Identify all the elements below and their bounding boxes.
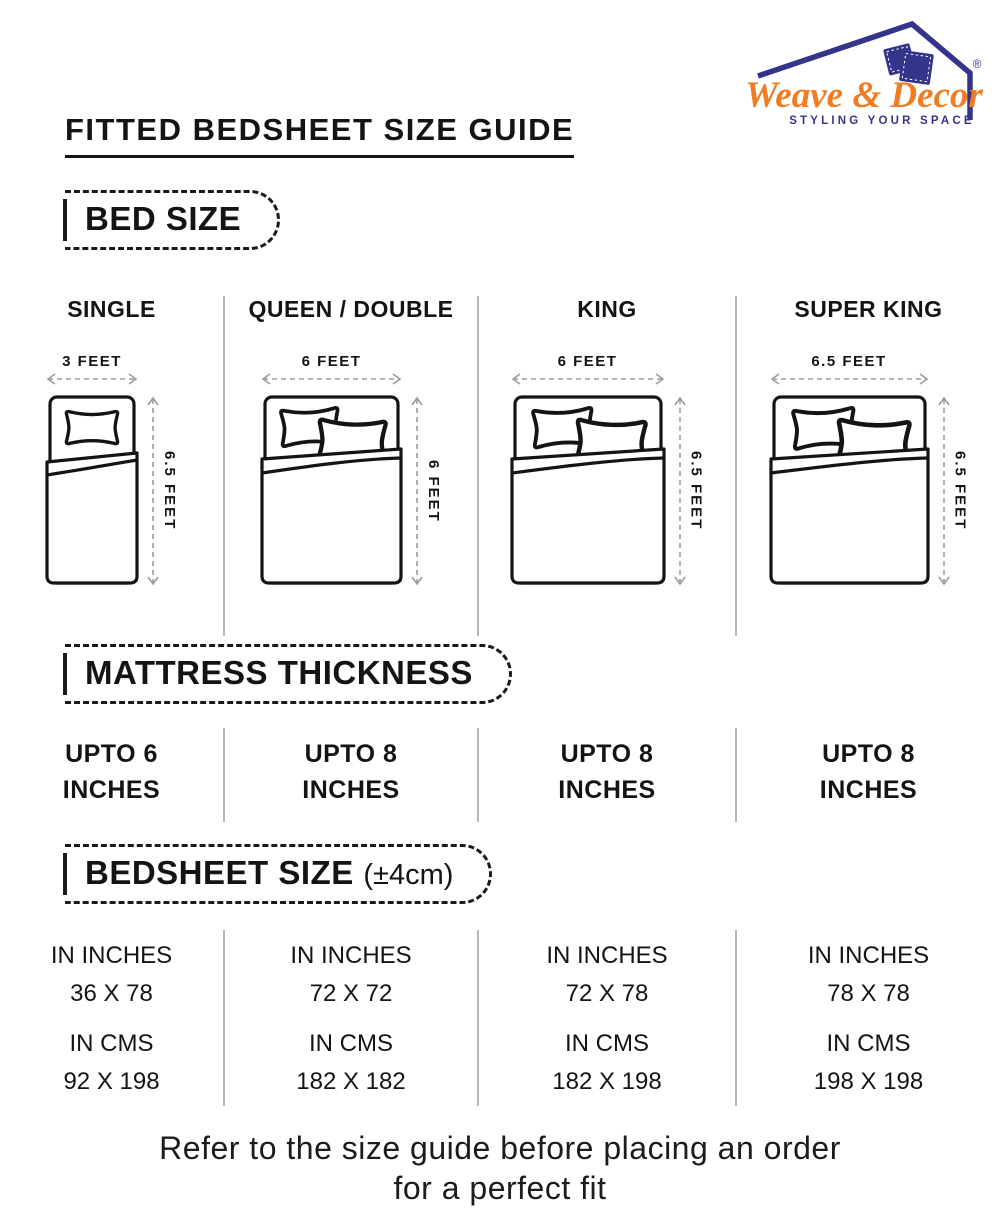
sheet-inches-value: 72 X 72 bbox=[309, 980, 393, 1007]
sheet-inches-value: 36 X 78 bbox=[70, 980, 153, 1007]
bed-name: SUPER KING bbox=[794, 296, 943, 322]
sheet-cms-label: IN CMS bbox=[565, 1030, 649, 1057]
bed-column-queen-double bbox=[223, 296, 477, 636]
sheet-cell-super-king bbox=[735, 930, 1000, 1106]
mattress-line: INCHES bbox=[558, 776, 656, 804]
mattress-thickness-section bbox=[0, 728, 1000, 822]
sheet-cms-label: IN CMS bbox=[826, 1030, 911, 1057]
brand-tagline: STYLING YOUR SPACE bbox=[789, 115, 975, 127]
mattress-cell-single bbox=[0, 728, 223, 822]
sheet-inches-value: 78 X 78 bbox=[827, 980, 910, 1007]
width-arrow bbox=[260, 372, 403, 386]
bed-diagram bbox=[510, 394, 666, 588]
sheet-cms-value: 198 X 198 bbox=[813, 1068, 924, 1095]
bed-length-label: 6.5 FEET bbox=[951, 451, 969, 531]
mattress-cell-super-king bbox=[735, 728, 1000, 822]
height-arrow bbox=[673, 395, 687, 587]
sheet-cell-queen-double bbox=[223, 930, 477, 1106]
height-arrow bbox=[937, 395, 951, 587]
width-arrow bbox=[45, 372, 139, 386]
mattress-cell-queen-double bbox=[223, 728, 477, 822]
bed-column-super-king bbox=[735, 296, 1000, 636]
height-arrow bbox=[410, 395, 424, 587]
bed-diagram bbox=[769, 394, 930, 588]
section-header-mattress-thickness bbox=[65, 644, 512, 704]
mattress-line: UPTO 8 bbox=[822, 740, 915, 768]
sheet-inches-value: 72 X 78 bbox=[565, 980, 649, 1007]
bed-length-label: 6 FEET bbox=[425, 459, 442, 523]
bed-figure bbox=[260, 353, 442, 588]
height-arrow bbox=[146, 395, 160, 587]
brand-logo bbox=[744, 10, 988, 130]
pillow-icon bbox=[66, 412, 117, 444]
page-title: FITTED BEDSHEET SIZE GUIDE bbox=[65, 112, 574, 158]
bed-name: SINGLE bbox=[67, 296, 156, 322]
bed-column-king bbox=[477, 296, 735, 636]
section-header-bed-size bbox=[65, 190, 280, 250]
mattress-cell-king bbox=[477, 728, 735, 822]
bed-figure bbox=[769, 353, 969, 588]
bed-width-label: 6.5 FEET bbox=[811, 353, 887, 370]
sheet-cell-single bbox=[0, 930, 223, 1106]
bed-width-label: 6 FEET bbox=[557, 353, 618, 370]
bed-diagram bbox=[45, 394, 139, 588]
bed-name: KING bbox=[577, 296, 637, 322]
mattress-line: UPTO 8 bbox=[560, 740, 654, 768]
sheet-inches-label: IN INCHES bbox=[290, 942, 412, 969]
mattress-line: INCHES bbox=[819, 776, 918, 804]
mattress-line: INCHES bbox=[302, 776, 400, 804]
brand-name: Weave & Decor bbox=[745, 75, 983, 116]
sheet-inches-label: IN INCHES bbox=[807, 942, 930, 969]
sheet-cell-king bbox=[477, 930, 735, 1106]
bedsheet-tolerance: (±4cm) bbox=[363, 859, 454, 891]
bed-figure bbox=[510, 353, 705, 588]
bed-size-section bbox=[0, 296, 1000, 636]
bed-length-label: 6.5 FEET bbox=[161, 451, 178, 531]
bed-size-label: BED SIZE bbox=[85, 200, 242, 237]
bed-name: QUEEN / DOUBLE bbox=[248, 296, 454, 322]
sheet-cms-label: IN CMS bbox=[69, 1030, 154, 1057]
sheet-cms-label: IN CMS bbox=[309, 1030, 393, 1057]
registered-mark: ® bbox=[972, 57, 982, 71]
width-arrow bbox=[769, 372, 930, 386]
bed-column-single bbox=[0, 296, 223, 636]
footer-note bbox=[0, 1128, 1000, 1208]
mattress-line: UPTO 6 bbox=[65, 740, 158, 768]
sheet-cms-value: 92 X 198 bbox=[63, 1068, 160, 1095]
bed-figure bbox=[45, 353, 178, 588]
bedsheet-size-section bbox=[0, 930, 1000, 1106]
bedsheet-size-label: BEDSHEET SIZE bbox=[85, 854, 354, 891]
sheet-inches-label: IN INCHES bbox=[546, 942, 668, 969]
sheet-cms-value: 182 X 198 bbox=[552, 1068, 662, 1095]
bed-diagram bbox=[260, 394, 403, 588]
footer-line-1: Refer to the size guide before placing an order bbox=[159, 1130, 841, 1166]
sheet-cms-value: 182 X 182 bbox=[296, 1068, 406, 1095]
mattress-line: UPTO 8 bbox=[304, 740, 398, 768]
bed-width-label: 6 FEET bbox=[301, 353, 362, 370]
mattress-line: INCHES bbox=[62, 776, 161, 804]
footer-line-2: for a perfect fit bbox=[393, 1170, 607, 1206]
mattress-thickness-label: MATTRESS THICKNESS bbox=[85, 654, 473, 691]
bed-width-label: 3 FEET bbox=[62, 353, 122, 370]
sheet-inches-label: IN INCHES bbox=[50, 942, 173, 969]
bed-length-label: 6.5 FEET bbox=[687, 451, 705, 531]
section-header-bedsheet-size bbox=[65, 844, 492, 904]
width-arrow bbox=[510, 372, 666, 386]
